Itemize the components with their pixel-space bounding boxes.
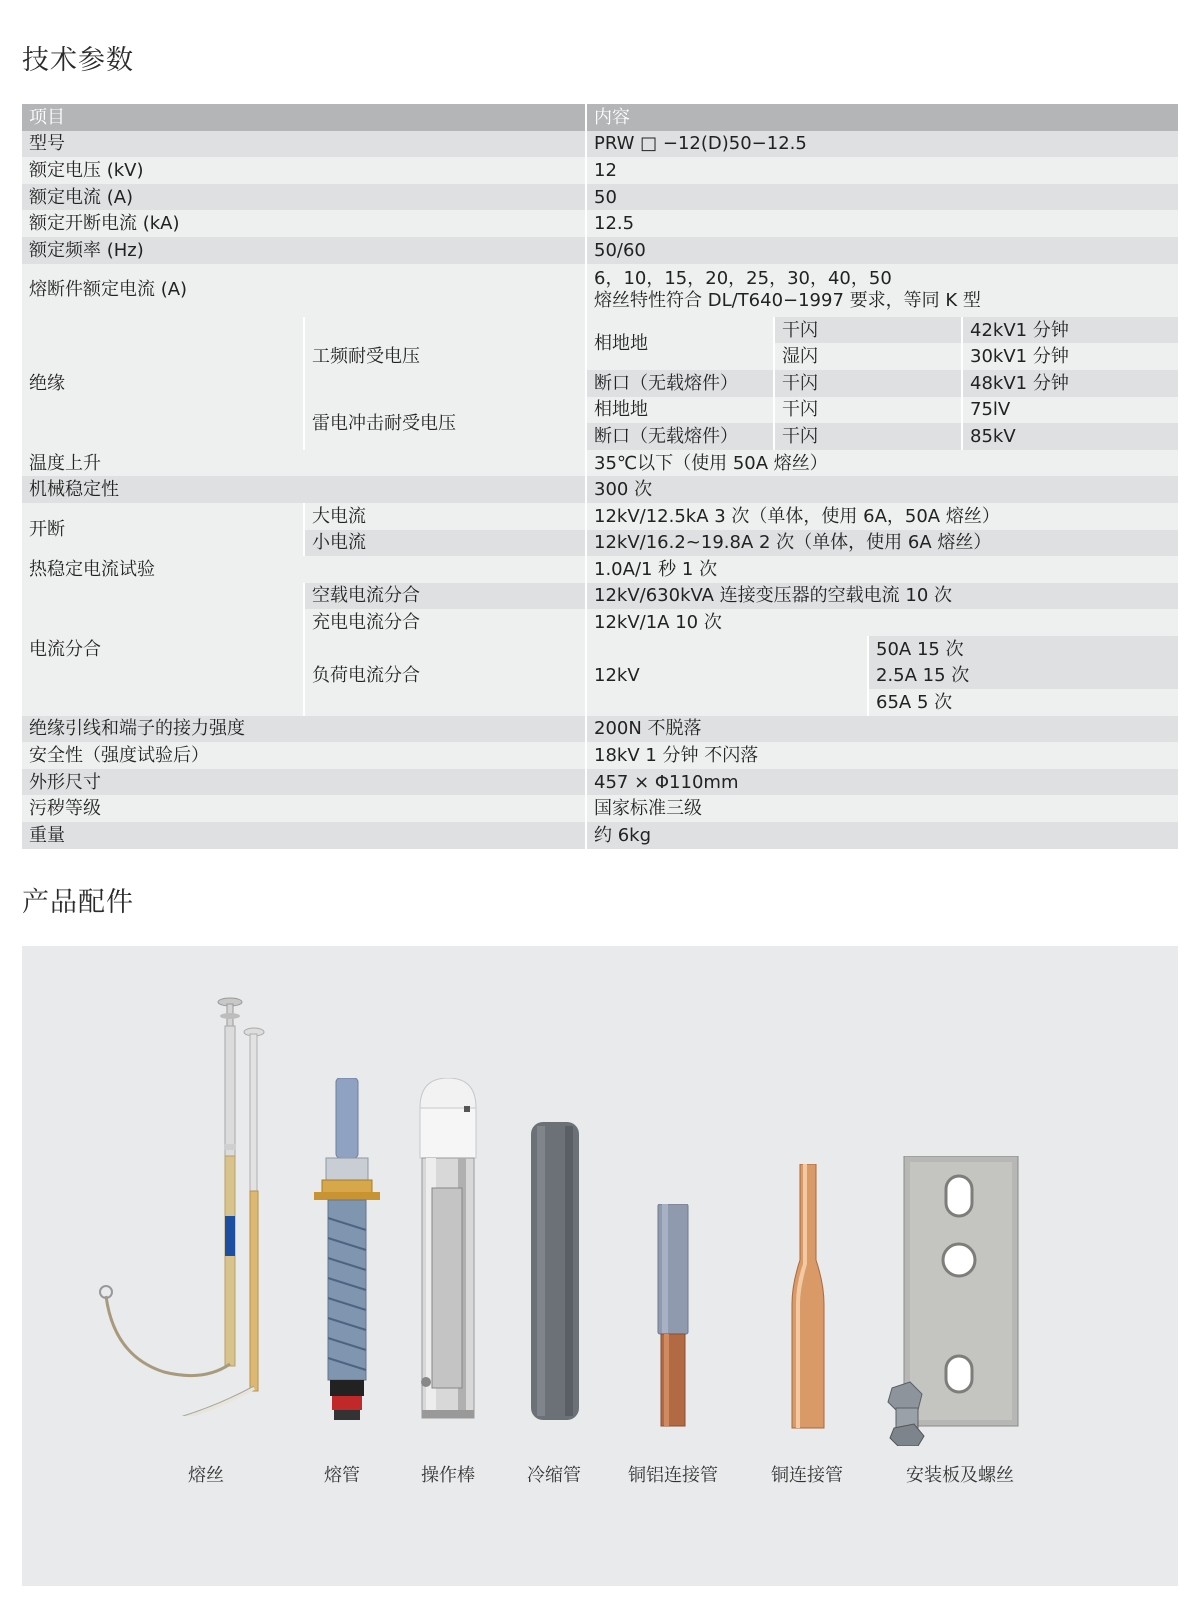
row-value: 1.0A/1 秒 1 次 (586, 556, 1178, 583)
fuse-link-image (84, 996, 284, 1416)
wet-label: 湿闪 (774, 343, 962, 370)
table-row (22, 317, 1178, 344)
row-label: 温度上升 (22, 450, 586, 477)
value-cell: 85kV (962, 423, 1178, 450)
dry-label: 干闪 (774, 423, 962, 450)
tech-params-heading: 技术参数 (22, 45, 134, 76)
row-value: 12kV/16.2~19.8A 2 次（单体，使用 6A 熔丝） (586, 530, 1178, 557)
part-caption: 铜铝连接管 (628, 1465, 718, 1486)
load-voltage: 12kV (586, 636, 868, 716)
lightning-label: 雷电冲击耐受电压 (304, 397, 586, 450)
value-cell: 65A 5 次 (868, 689, 1178, 716)
part-caption: 安装板及螺丝 (906, 1465, 1014, 1486)
table-row (22, 450, 1178, 477)
part-caption: 操作棒 (421, 1465, 475, 1486)
row-value: 457 × Φ110mm (586, 769, 1178, 796)
row-label: 绝缘引线和端子的接力强度 (22, 716, 586, 743)
row-value: 12 (586, 157, 1178, 184)
table-row (22, 716, 1178, 743)
row-label: 型号 (22, 131, 586, 158)
fuse-standard-note: 熔丝特性符合 DL/T640−1997 要求，等同 K 型 (594, 290, 981, 312)
fuse-tube-image (312, 1078, 382, 1438)
part-caption: 熔丝 (188, 1465, 224, 1486)
row-value: 12.5 (586, 210, 1178, 237)
row-value: 12kV/12.5kA 3 次（单体，使用 6A，50A 熔丝） (586, 503, 1178, 530)
row-label: 安全性（强度试验后） (22, 742, 586, 769)
row-label: 熔断件额定电流 (A) (22, 264, 586, 317)
table-row (22, 556, 1178, 583)
row-value: 50/60 (586, 237, 1178, 264)
dry-label: 干闪 (774, 397, 962, 424)
table-row (22, 264, 1178, 317)
small-current-label: 小电流 (304, 530, 586, 557)
table-row (22, 157, 1178, 184)
insulation-label: 绝缘 (22, 317, 304, 450)
header-item: 项目 (22, 104, 586, 131)
row-label: 重量 (22, 822, 586, 849)
row-value (586, 264, 1178, 317)
part-caption: 熔管 (324, 1465, 360, 1486)
value-cell: 48kV1 分钟 (962, 370, 1178, 397)
phase-ground-label: 相地地 (586, 317, 774, 370)
large-current-label: 大电流 (304, 503, 586, 530)
row-value: 12kV/1A 10 次 (586, 609, 1178, 636)
accessories-heading: 产品配件 (22, 887, 134, 918)
break-open-label: 断口（无载熔件） (586, 423, 774, 450)
part-caption: 铜连接管 (771, 1465, 843, 1486)
row-label: 额定开断电流 (kA) (22, 210, 586, 237)
table-row (22, 184, 1178, 211)
row-value: 300 次 (586, 476, 1178, 503)
row-label: 热稳定电流试验 (22, 556, 586, 583)
table-row (22, 583, 1178, 610)
operating-rod-image (414, 1078, 484, 1428)
table-row (22, 795, 1178, 822)
mounting-plate-image (884, 1156, 1024, 1446)
row-value: 200N 不脱落 (586, 716, 1178, 743)
load-label: 负荷电流分合 (304, 636, 586, 716)
break-open-label: 断口（无载熔件） (586, 370, 774, 397)
power-freq-label: 工频耐受电压 (304, 317, 586, 397)
table-row (22, 769, 1178, 796)
value-cell: 50A 15 次 (868, 636, 1178, 663)
row-value: 国家标准三级 (586, 795, 1178, 822)
row-value: 约 6kg (586, 822, 1178, 849)
row-value: 50 (586, 184, 1178, 211)
value-cell: 75lV (962, 397, 1178, 424)
phase-ground-label: 相地地 (586, 397, 774, 424)
row-value: 18kV 1 分钟 不闪落 (586, 742, 1178, 769)
row-label: 污秽等级 (22, 795, 586, 822)
value-cell: 30kV1 分钟 (962, 343, 1178, 370)
row-label: 额定电压 (kV) (22, 157, 586, 184)
value-cell: 42kV1 分钟 (962, 317, 1178, 344)
row-label: 机械稳定性 (22, 476, 586, 503)
noload-label: 空载电流分合 (304, 583, 586, 610)
header-content: 内容 (586, 104, 1178, 131)
breaking-label: 开断 (22, 503, 304, 556)
dry-label: 干闪 (774, 370, 962, 397)
spec-table (22, 104, 1178, 849)
row-label: 外形尺寸 (22, 769, 586, 796)
fuse-current-values: 6，10，15，20，25，30，40，50 (594, 268, 892, 290)
row-value: PRW □ −12(D)50−12.5 (586, 131, 1178, 158)
cu-al-connector-image (656, 1204, 690, 1429)
table-row (22, 822, 1178, 849)
row-value: 35℃以下（使用 50A 熔丝） (586, 450, 1178, 477)
cold-shrink-tube-image (527, 1122, 583, 1422)
charging-label: 充电电流分合 (304, 609, 586, 636)
copper-connector-image (788, 1164, 828, 1432)
table-row (22, 503, 1178, 530)
accessories-panel (22, 946, 1178, 1586)
table-row (22, 210, 1178, 237)
value-cell: 2.5A 15 次 (868, 662, 1178, 689)
table-header (22, 104, 1178, 131)
table-row (22, 742, 1178, 769)
switching-label: 电流分合 (22, 583, 304, 716)
table-row (22, 131, 1178, 158)
table-row (22, 237, 1178, 264)
row-label: 额定电流 (A) (22, 184, 586, 211)
dry-label: 干闪 (774, 317, 962, 344)
part-caption: 冷缩管 (527, 1465, 581, 1486)
row-label: 额定频率 (Hz) (22, 237, 586, 264)
table-row (22, 476, 1178, 503)
row-value: 12kV/630kVA 连接变压器的空载电流 10 次 (586, 583, 1178, 610)
